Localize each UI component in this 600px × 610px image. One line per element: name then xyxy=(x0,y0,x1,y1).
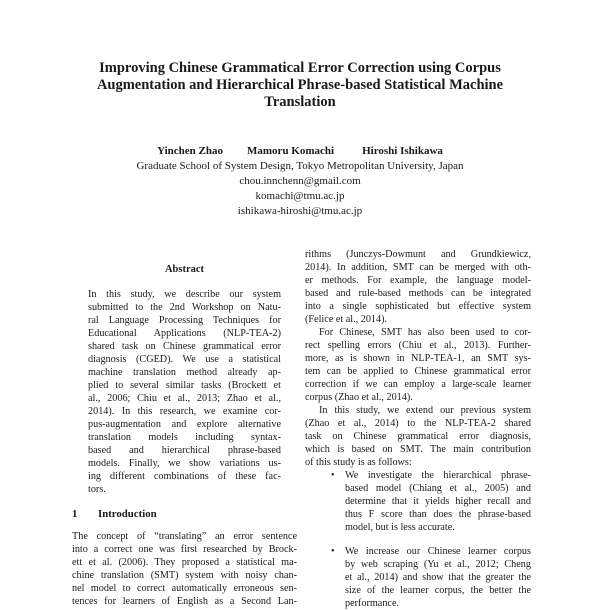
abstract-line: diagnosis (CGED). We use a statistical xyxy=(88,354,281,365)
abstract-heading: Abstract xyxy=(164,264,205,275)
body-line: based and rule-based methods can be integrated xyxy=(305,288,531,299)
body-line: (Zhao et al., 2014) to the NLP-TEA-2 shared xyxy=(305,418,531,429)
section-number: 1 xyxy=(72,508,78,520)
affiliation: Graduate School of System Design, Tokyo Metropolitan University, Japan xyxy=(136,160,464,172)
introduction-body xyxy=(72,530,297,608)
intro-line: nel model to correct automatically erroneous sen- xyxy=(72,583,297,594)
bullet-line: We increase our Chinese learner corpus xyxy=(345,546,531,557)
email: chou.innchenn@gmail.com xyxy=(239,175,361,187)
author-block xyxy=(0,144,600,219)
abstract-line: models. Finally, we show variations us- xyxy=(88,458,281,469)
title-line: Translation xyxy=(264,94,336,110)
bullet-icon: • xyxy=(331,546,335,557)
paper-title xyxy=(60,60,540,111)
abstract-line: tors. xyxy=(88,484,106,495)
right-column xyxy=(305,248,531,610)
body-line: corpus (Zhao et al., 2014). xyxy=(305,392,413,403)
section-title: Introduction xyxy=(98,508,157,520)
author-names xyxy=(0,144,600,159)
bullet-line: et al., 2014) and show that the greater the xyxy=(345,572,531,583)
bullet-line: thus F score than does the phrase-based xyxy=(345,509,531,520)
title-line: Improving Chinese Grammatical Error Correction using Corpus xyxy=(99,60,501,76)
body-line: rithms (Junczys-Dowmunt and Grundkiewicz, xyxy=(305,249,531,260)
bullet-line: by web scraping (Yu et al., 2012; Cheng xyxy=(345,559,531,570)
abstract-line: translation models including syntax- xyxy=(88,432,281,443)
intro-line: tences for learners of English as a Second Lan- xyxy=(72,596,297,607)
intro-line: into a correct one was first researched by Brock- xyxy=(72,544,297,555)
abstract-line: ing different combinations of these fac- xyxy=(88,471,281,482)
body-line: rect spelling errors (Chiu et al., 2013). Further- xyxy=(305,340,531,351)
abstract-line: shared task on Chinese grammatical error xyxy=(88,341,281,352)
body-line: which is based on SMT. The main contribution xyxy=(305,444,531,455)
abstract-line: based and hierarchical phrase-based xyxy=(88,445,281,456)
abstract-line: machine translation method already ap- xyxy=(88,367,281,378)
bullet-line: based model (Chiang et al., 2005) and xyxy=(345,483,531,494)
body-line: 2014). In addition, SMT can be merged with oth- xyxy=(305,262,531,273)
abstract-line: In this study, we describe our system xyxy=(88,289,281,300)
section-heading-introduction xyxy=(72,508,157,520)
abstract-line: submitted to the 2nd Workshop on Natu- xyxy=(88,302,281,313)
abstract-line: al., 2006; Chiu et al., 2013; Zhao et al., xyxy=(88,393,281,404)
contribution-bullet xyxy=(305,469,531,534)
bullet-line: We investigate the hierarchical phrase- xyxy=(345,470,531,481)
bullet-line: performance. xyxy=(345,598,400,609)
bullet-line: model, but is less accurate. xyxy=(345,522,455,533)
intro-line: ett et al. (2006). They proposed a statistical ma- xyxy=(72,557,297,568)
body-line: (Felice et al., 2014). xyxy=(305,314,388,325)
body-line: of this study is as follows: xyxy=(305,457,412,468)
body-line: correction if we can employ a large-scale learner xyxy=(305,379,531,390)
body-line: more, as is shown in NLP-TEA-1, an SMT sys- xyxy=(305,353,531,364)
email: komachi@tmu.ac.jp xyxy=(255,190,345,202)
bullet-line: determine that it yields higher recall and xyxy=(345,496,531,507)
contribution-bullet xyxy=(305,545,531,610)
body-line: tem can be applied to Chinese grammatical error xyxy=(305,366,531,377)
body-line: task on Chinese grammatical error diagnosis, xyxy=(305,431,531,442)
body-line: In this study, we extend our previous system xyxy=(319,405,531,416)
abstract-line: ral Language Processing Techniques for xyxy=(88,315,281,326)
bullet-line: size of the learner corpus, the better the xyxy=(345,585,531,596)
author-name: Mamoru Komachi xyxy=(247,145,335,157)
abstract-line: 2014). In this research, we examine cor- xyxy=(88,406,281,417)
abstract-line: Educational Applications (NLP-TEA-2) xyxy=(88,328,281,339)
intro-line: chine translation (SMT) system with noisy chan- xyxy=(72,570,297,581)
body-line: er methods. For example, the language model- xyxy=(305,275,531,286)
abstract-line: plied to several similar tasks (Brockett et xyxy=(88,380,281,391)
intro-line: The concept of “translating” an error sentence xyxy=(72,531,297,542)
body-line: into a single sophisticated but effective system xyxy=(305,301,531,312)
body-line: For Chinese, SMT has also been used to cor- xyxy=(319,327,531,338)
title-line: Augmentation and Hierarchical Phrase-based Statistical Machine xyxy=(96,77,504,93)
abstract-body xyxy=(88,288,281,496)
email: ishikawa-hiroshi@tmu.ac.jp xyxy=(237,205,363,217)
author-name: Hiroshi Ishikawa xyxy=(362,145,443,157)
author-name: Yinchen Zhao xyxy=(157,145,224,157)
bullet-icon: • xyxy=(331,470,335,481)
abstract-line: pus-augmentation and explore alternative xyxy=(88,419,281,430)
